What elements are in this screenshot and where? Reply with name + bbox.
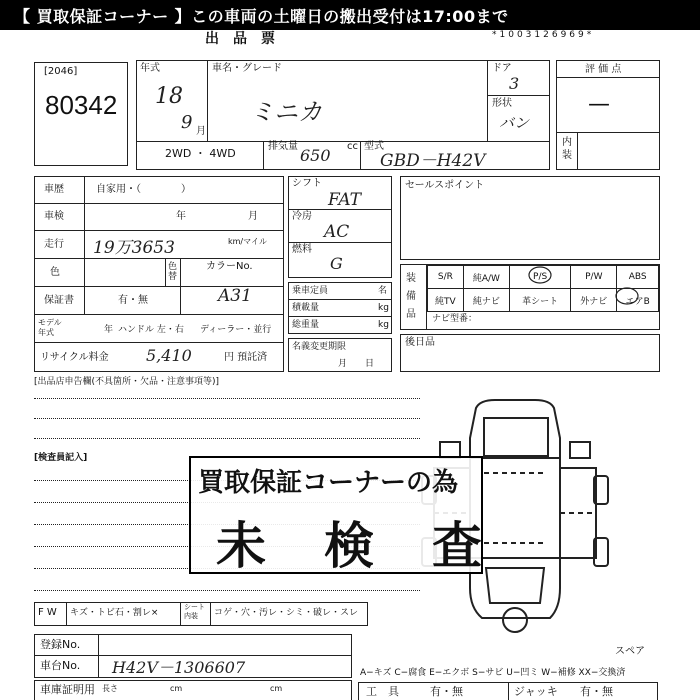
tools-label: 工 具 xyxy=(366,685,399,698)
recycle-value: 5,410 xyxy=(146,346,192,365)
equip-sr: S/R xyxy=(428,266,464,289)
damage-codes: A−キズ C−腐食 E−エクボ S−サビ U−凹ミ W−補修 XX−交換済 xyxy=(360,668,626,678)
fw-label: F W xyxy=(38,607,57,618)
equipment-label: 装備品 xyxy=(406,273,416,320)
seats-label: 乗車定員 xyxy=(292,286,329,296)
history-label: 車歴 xyxy=(44,184,64,195)
history-value: 自家用・（ ） xyxy=(96,184,191,195)
seat-text: コゲ・穴・汚レ・シミ・破レ・スレ xyxy=(214,608,359,618)
auction-code: [2046] xyxy=(44,66,78,77)
model-month: 9 xyxy=(181,112,193,133)
barcode-number: *1003126969* xyxy=(492,30,595,40)
seats-unit: 名 xyxy=(378,286,388,296)
navi-model-label: ナビ型番： xyxy=(432,314,478,324)
model-year-unit: 年 xyxy=(104,325,114,335)
shift-label: シフト xyxy=(292,178,322,189)
cert-cm-1: cm xyxy=(170,684,183,693)
later-day-box xyxy=(400,334,660,372)
color-label: 色 xyxy=(50,267,60,278)
equip-tv: 純TV xyxy=(428,289,464,312)
sheet-title: 出 品 票 xyxy=(205,31,275,47)
color-no-label: カラーNo. xyxy=(206,261,253,272)
stamp-line1: 買取保証コーナーの為 xyxy=(198,468,459,498)
cc-unit: cc xyxy=(347,141,358,152)
year-label: 年式 xyxy=(140,63,160,74)
sales-point-label: セールスポイント xyxy=(405,180,485,191)
load-unit: kg xyxy=(378,303,389,313)
inspection-year: 年 xyxy=(176,211,186,222)
doors-value: 3 xyxy=(509,74,520,93)
equip-ps: P/S xyxy=(510,266,571,289)
drive-label: 2WD ・ 4WD xyxy=(165,147,236,160)
chassis-value: H42V－1306607 xyxy=(112,658,246,677)
tools-value: 有・無 xyxy=(430,685,463,698)
stamp-line2: 未 検 査 xyxy=(216,516,486,575)
score-value: — xyxy=(588,92,610,117)
windshield-shape xyxy=(484,418,548,456)
handle-label: ハンドル 左・右 xyxy=(118,325,184,335)
color-no-value: A31 xyxy=(218,286,252,306)
rear-window-shape xyxy=(486,568,544,603)
cert-cm-2: cm xyxy=(270,684,283,693)
score-label: 評 価 点 xyxy=(585,64,622,75)
gross-label: 総重量 xyxy=(292,320,320,330)
registration-label: 登録No. xyxy=(40,638,81,651)
inspector-label: [検査員記入] xyxy=(34,453,88,463)
jack-label: ジャッキ xyxy=(514,685,558,698)
inspection-label: 車検 xyxy=(44,211,64,222)
notes-label: [出品店申告欄(不具箇所・欠品・注意事項等)] xyxy=(34,377,220,387)
warranty-value: 有・無 xyxy=(118,295,148,306)
cert-label: 車庫証明用 xyxy=(40,683,95,696)
month-unit: 月 xyxy=(196,126,206,137)
model-year-label: モデル年式 xyxy=(38,318,62,337)
name-label: 車名・グレード xyxy=(212,63,282,74)
shift-value: FAT xyxy=(328,190,362,210)
model-label: 型式 xyxy=(364,141,384,152)
recycle-unit: 円 預託済 xyxy=(224,352,268,363)
car-name: ミニカ xyxy=(250,98,322,126)
ac-value: AC xyxy=(324,222,350,242)
displacement-label: 排気量 xyxy=(268,141,298,152)
equip-leather: 革シート xyxy=(510,289,571,312)
load-label: 積載量 xyxy=(292,303,320,313)
mileage-value: 19万3653 xyxy=(93,238,175,258)
equip-aw: 純A/W xyxy=(463,266,509,289)
warranty-label: 保証書 xyxy=(44,295,74,306)
equip-abs: ABS xyxy=(617,266,659,289)
model-code: GBD－H42V xyxy=(380,151,486,171)
recycle-label: リサイクル料金 xyxy=(40,352,109,363)
shape-value: バン xyxy=(499,114,530,132)
ac-label: 冷房 xyxy=(292,211,312,222)
equip-pw: P/W xyxy=(571,266,617,289)
equip-navi: 純ナビ xyxy=(463,289,509,312)
jack-value: 有・無 xyxy=(580,685,613,698)
chassis-label: 車台No. xyxy=(40,659,81,672)
fuel-value: G xyxy=(330,254,343,273)
color-change-label: 色替 xyxy=(168,262,178,282)
cert-length: 長さ xyxy=(102,684,118,693)
equip-airbag: エアB xyxy=(617,289,659,312)
fw-text: キズ・トビ石・割レ× xyxy=(70,608,159,618)
mileage-label: 走行 xyxy=(44,239,64,250)
inspection-month: 月 xyxy=(248,211,258,222)
fuel-label: 燃料 xyxy=(292,244,312,255)
equip-ext-navi: 外ナビ xyxy=(571,289,617,312)
dealer-label: ディーラー・並行 xyxy=(200,325,272,335)
deadline-label: 名義変更期限 xyxy=(292,342,347,352)
mileage-unit: km/マイル xyxy=(228,237,267,246)
deadline-unit: 月 日 xyxy=(338,359,375,369)
interior-label: 内装 xyxy=(562,137,572,161)
displacement-value: 650 xyxy=(300,146,331,165)
doors-label: ドア xyxy=(492,63,512,74)
banner-text: 【 買取保証コーナー 】この車両の土曜日の搬出受付は17:00まで xyxy=(14,7,509,26)
spare-tire-circle xyxy=(503,608,527,632)
gross-unit: kg xyxy=(378,320,389,330)
later-day-label: 後日品 xyxy=(405,337,435,348)
equipment-circles xyxy=(400,264,660,330)
model-year: 18 xyxy=(155,84,183,109)
seat-label: シート内装 xyxy=(184,603,205,620)
spare-label: スペア xyxy=(615,646,645,657)
shape-label: 形状 xyxy=(492,98,512,109)
mirror-right xyxy=(570,442,590,458)
lot-number: 80342 xyxy=(45,90,118,120)
